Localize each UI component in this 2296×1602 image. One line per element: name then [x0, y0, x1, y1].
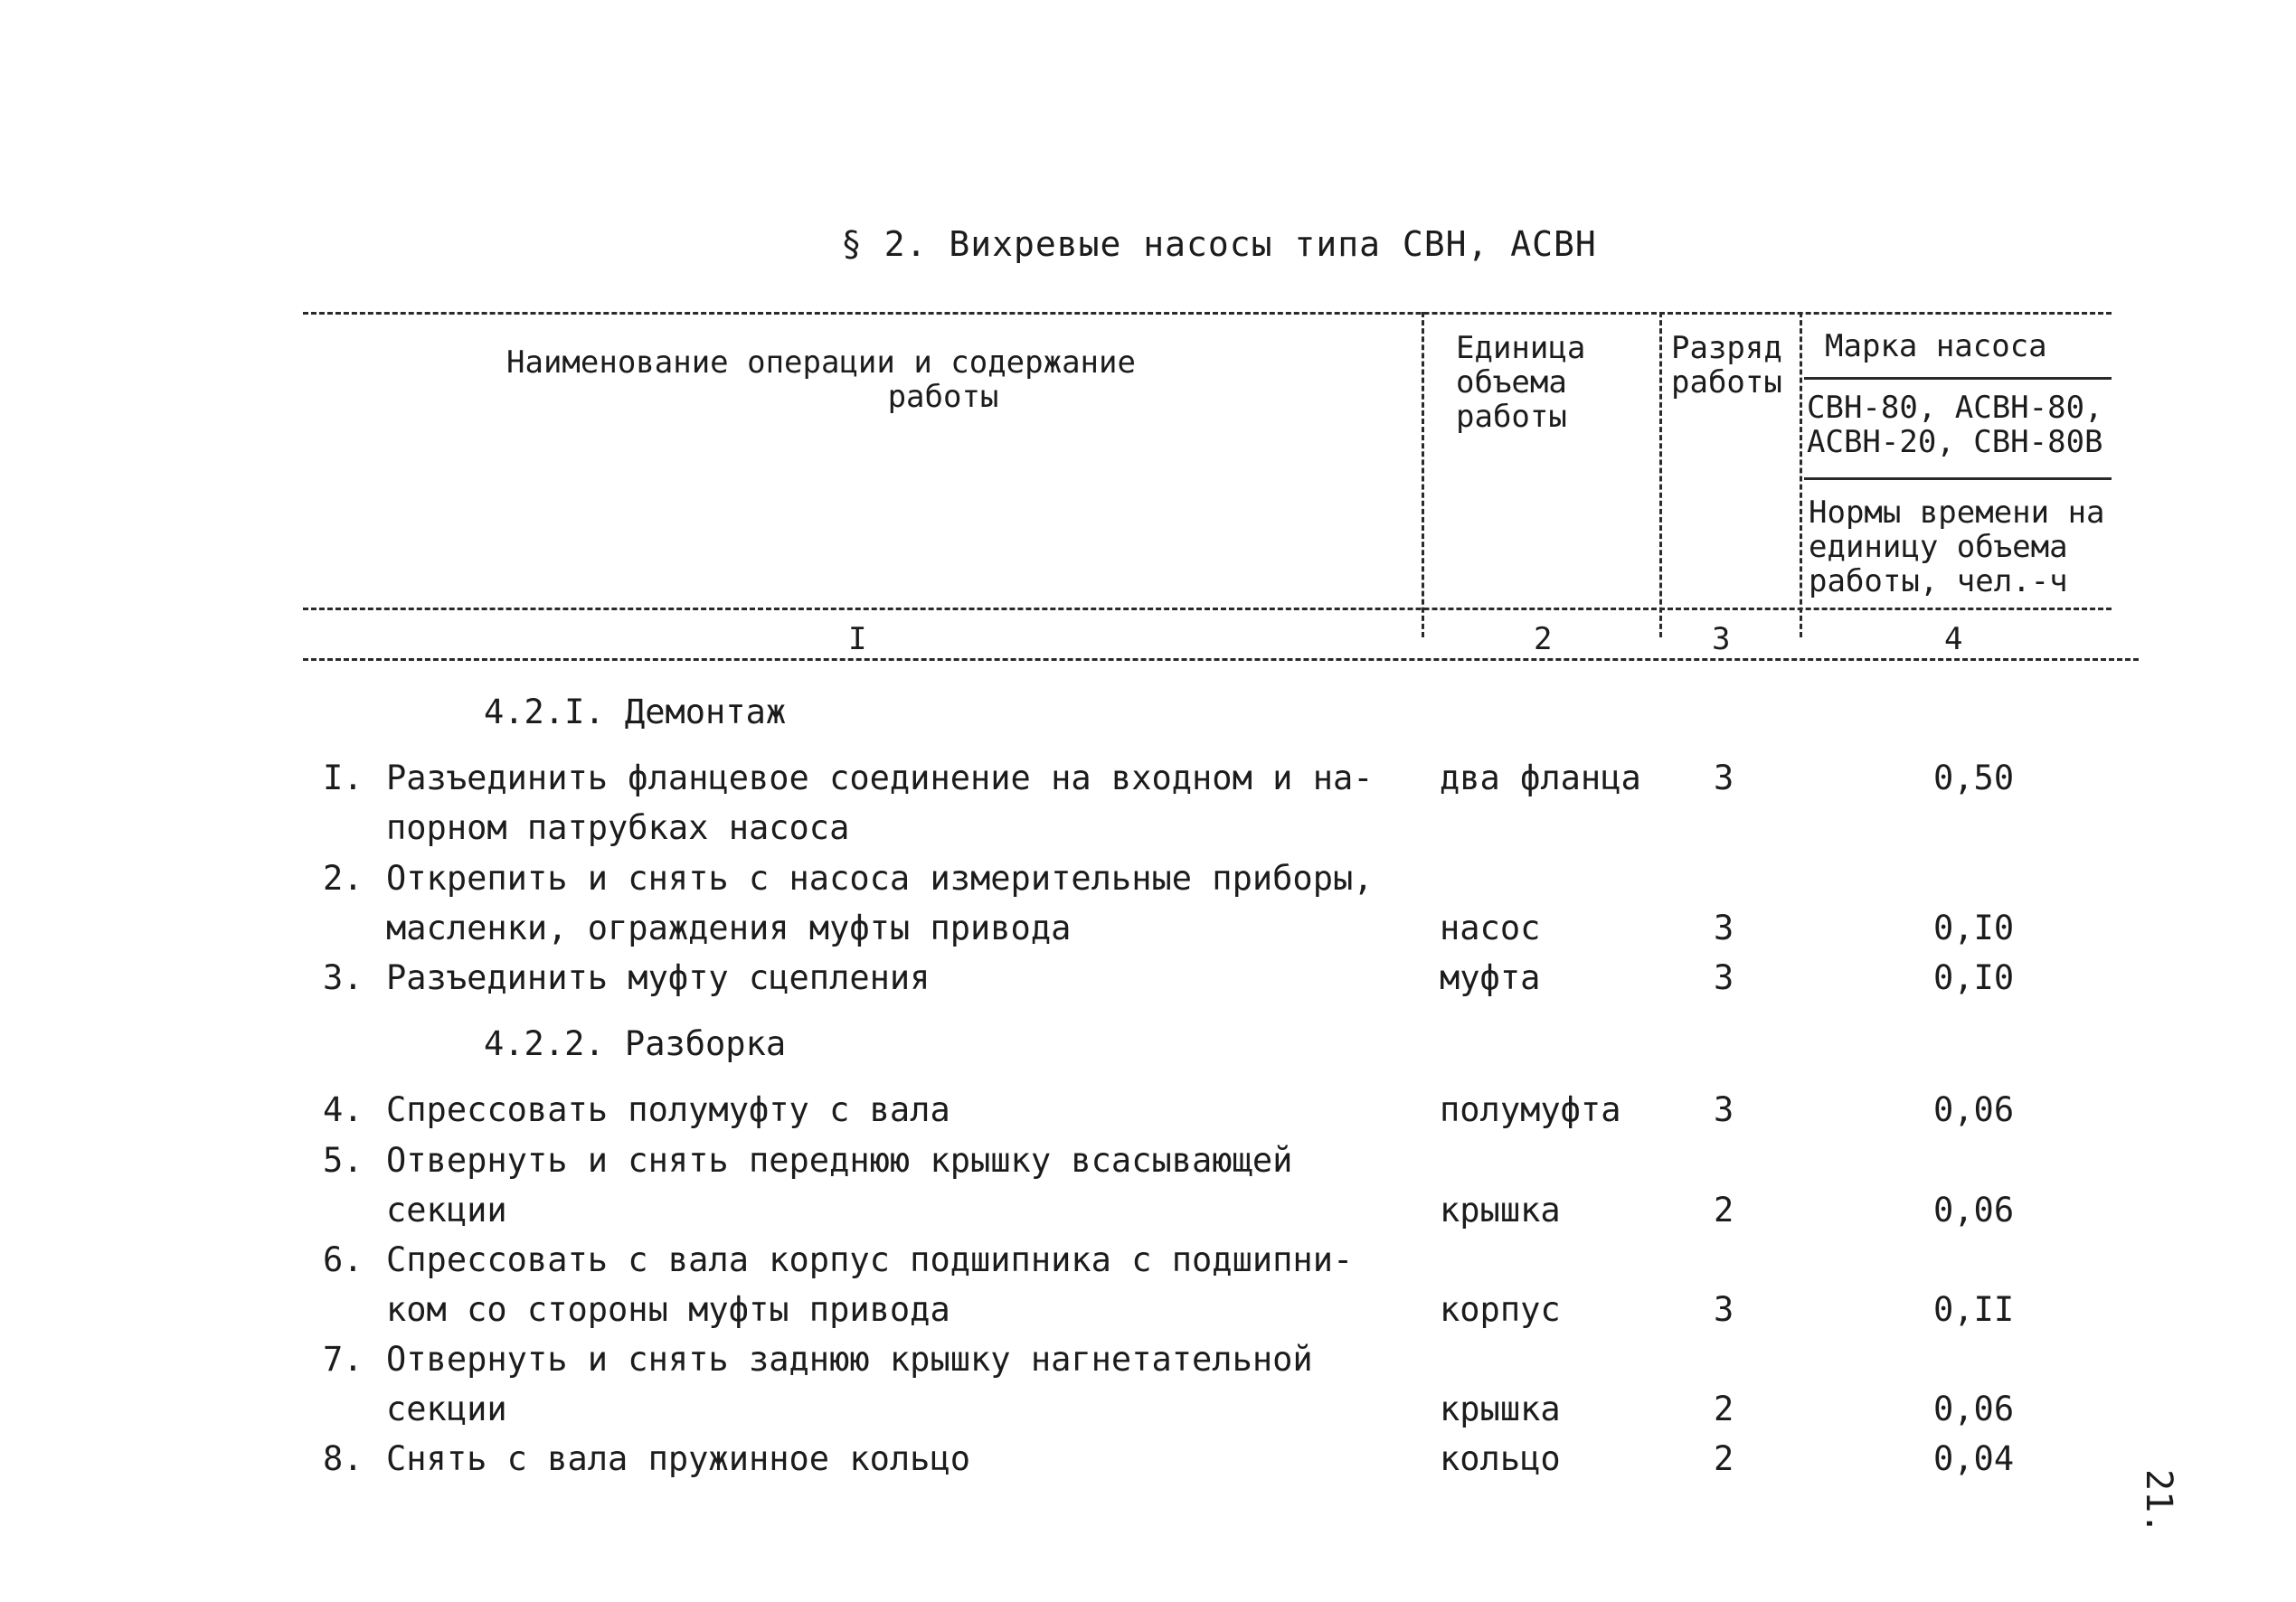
- header-col2-line3: работы: [1456, 399, 1567, 435]
- header-col4-norms-line1: Нормы времени на: [1809, 495, 2105, 531]
- row-text: [386, 1136, 1292, 1235]
- column-divider-2: [1659, 312, 1662, 637]
- model-header-rule: [1804, 377, 2112, 380]
- row-norm: 0,50: [1933, 759, 2015, 797]
- row-number: 6.: [323, 1240, 364, 1279]
- row-text-line: порном патрубках насоса: [386, 808, 850, 847]
- header-col4-norms-line2: единицу объема: [1809, 529, 2068, 565]
- row-text-line: Снять с вала пружинное кольцо: [386, 1439, 971, 1478]
- row-unit: крышка: [1440, 1390, 1561, 1428]
- row-text-line: Спрессовать с вала корпус подшипника с подшипни-: [386, 1240, 1354, 1279]
- header-col4-models-line1: СВН-80, АСВН-80,: [1807, 390, 2103, 426]
- row-unit: крышка: [1440, 1191, 1561, 1230]
- row-text: [386, 1235, 1353, 1334]
- row-norm: 0,06: [1933, 1090, 2015, 1129]
- row-text: [386, 1085, 950, 1135]
- row-text: [386, 1334, 1313, 1434]
- row-norm: 0,I0: [1933, 909, 2015, 947]
- header-col1-line1: Наименование операции и содержание: [506, 344, 1136, 381]
- row-text: [386, 853, 1374, 953]
- row-text-line: масленки, ограждения муфты привода: [386, 909, 1072, 947]
- row-text-line: Разъединить фланцевое соединение на входном и на-: [386, 759, 1374, 797]
- row-text: [386, 753, 1374, 853]
- header-col3-line2: работы: [1671, 364, 1782, 400]
- row-text-line: ком со стороны муфты привода: [386, 1290, 950, 1329]
- row-grade: 3: [1714, 909, 1734, 947]
- row-unit: насос: [1440, 909, 1541, 947]
- row-grade: 2: [1714, 1439, 1734, 1478]
- row-number: 5.: [323, 1141, 364, 1180]
- table-top-rule: [303, 312, 2112, 315]
- header-col4-norms-line3: работы, чел.-ч: [1809, 563, 2068, 599]
- row-number: 8.: [323, 1439, 364, 1478]
- header-col2-line2: объема: [1456, 364, 1567, 400]
- row-number: 4.: [323, 1090, 364, 1129]
- header-col2-line1: Единица: [1456, 330, 1586, 366]
- header-bottom-rule: [303, 608, 2112, 610]
- row-grade: 3: [1714, 1290, 1734, 1329]
- row-number: 7.: [323, 1340, 364, 1379]
- header-col1-line2: работы: [887, 379, 999, 415]
- header-col3: [1671, 331, 1782, 400]
- row-number: I.: [323, 759, 364, 797]
- row-number: 2.: [323, 859, 364, 898]
- row-grade: 2: [1714, 1191, 1734, 1230]
- column-divider-1: [1422, 312, 1424, 637]
- column-numbers-rule: [303, 658, 2139, 661]
- column-number-3: 3: [1712, 621, 1731, 657]
- row-text-line: Разъединить муфту сцепления: [386, 958, 931, 997]
- row-text-line: Отвернуть и снять переднюю крышку всасывающей: [386, 1141, 1293, 1180]
- header-col4-models-line2: АСВН-20, СВН-80В: [1807, 424, 2103, 460]
- row-text-line: Открепить и снять с насоса измерительные приборы,: [386, 859, 1374, 898]
- section-heading: 4.2.I. Демонтаж: [484, 693, 787, 731]
- row-text-line: Отвернуть и снять заднюю крышку нагнетательной: [386, 1340, 1313, 1379]
- row-unit: кольцо: [1440, 1439, 1561, 1478]
- row-norm: 0,II: [1933, 1290, 2015, 1329]
- row-unit: муфта: [1440, 958, 1541, 997]
- row-norm: 0,I0: [1933, 958, 2015, 997]
- section-heading: 4.2.2. Разборка: [484, 1024, 787, 1063]
- row-unit: два фланца: [1440, 759, 1641, 797]
- column-number-1: I: [848, 621, 867, 657]
- row-text-line: секции: [386, 1191, 507, 1230]
- row-grade: 3: [1714, 759, 1734, 797]
- row-grade: 3: [1714, 1090, 1734, 1129]
- column-number-4: 4: [1944, 621, 1963, 657]
- row-norm: 0,04: [1933, 1439, 2015, 1478]
- column-divider-3: [1800, 312, 1802, 637]
- row-grade: 2: [1714, 1390, 1734, 1428]
- row-text-line: секции: [386, 1390, 507, 1428]
- row-text: [386, 953, 930, 1003]
- header-col4-top: Марка насоса: [1825, 328, 2047, 364]
- row-grade: 3: [1714, 958, 1734, 997]
- header-col1: [506, 345, 1136, 414]
- header-col4-norms: [1809, 495, 2105, 598]
- row-number: 3.: [323, 958, 364, 997]
- row-text: [386, 1434, 970, 1484]
- row-text-line: Спрессовать полумуфту с вала: [386, 1090, 950, 1129]
- header-col4-models: [1807, 391, 2103, 459]
- row-norm: 0,06: [1933, 1191, 2015, 1230]
- row-norm: 0,06: [1933, 1390, 2015, 1428]
- page-title: § 2. Вихревые насосы типа СВН, АСВН: [841, 224, 1597, 264]
- column-number-2: 2: [1534, 621, 1553, 657]
- row-unit: корпус: [1440, 1290, 1561, 1329]
- norms-header-rule: [1804, 477, 2112, 480]
- header-col3-line1: Разряд: [1671, 330, 1782, 366]
- page-number: 21.: [2138, 1469, 2179, 1535]
- header-col2: [1456, 331, 1585, 434]
- row-unit: полумуфта: [1440, 1090, 1621, 1129]
